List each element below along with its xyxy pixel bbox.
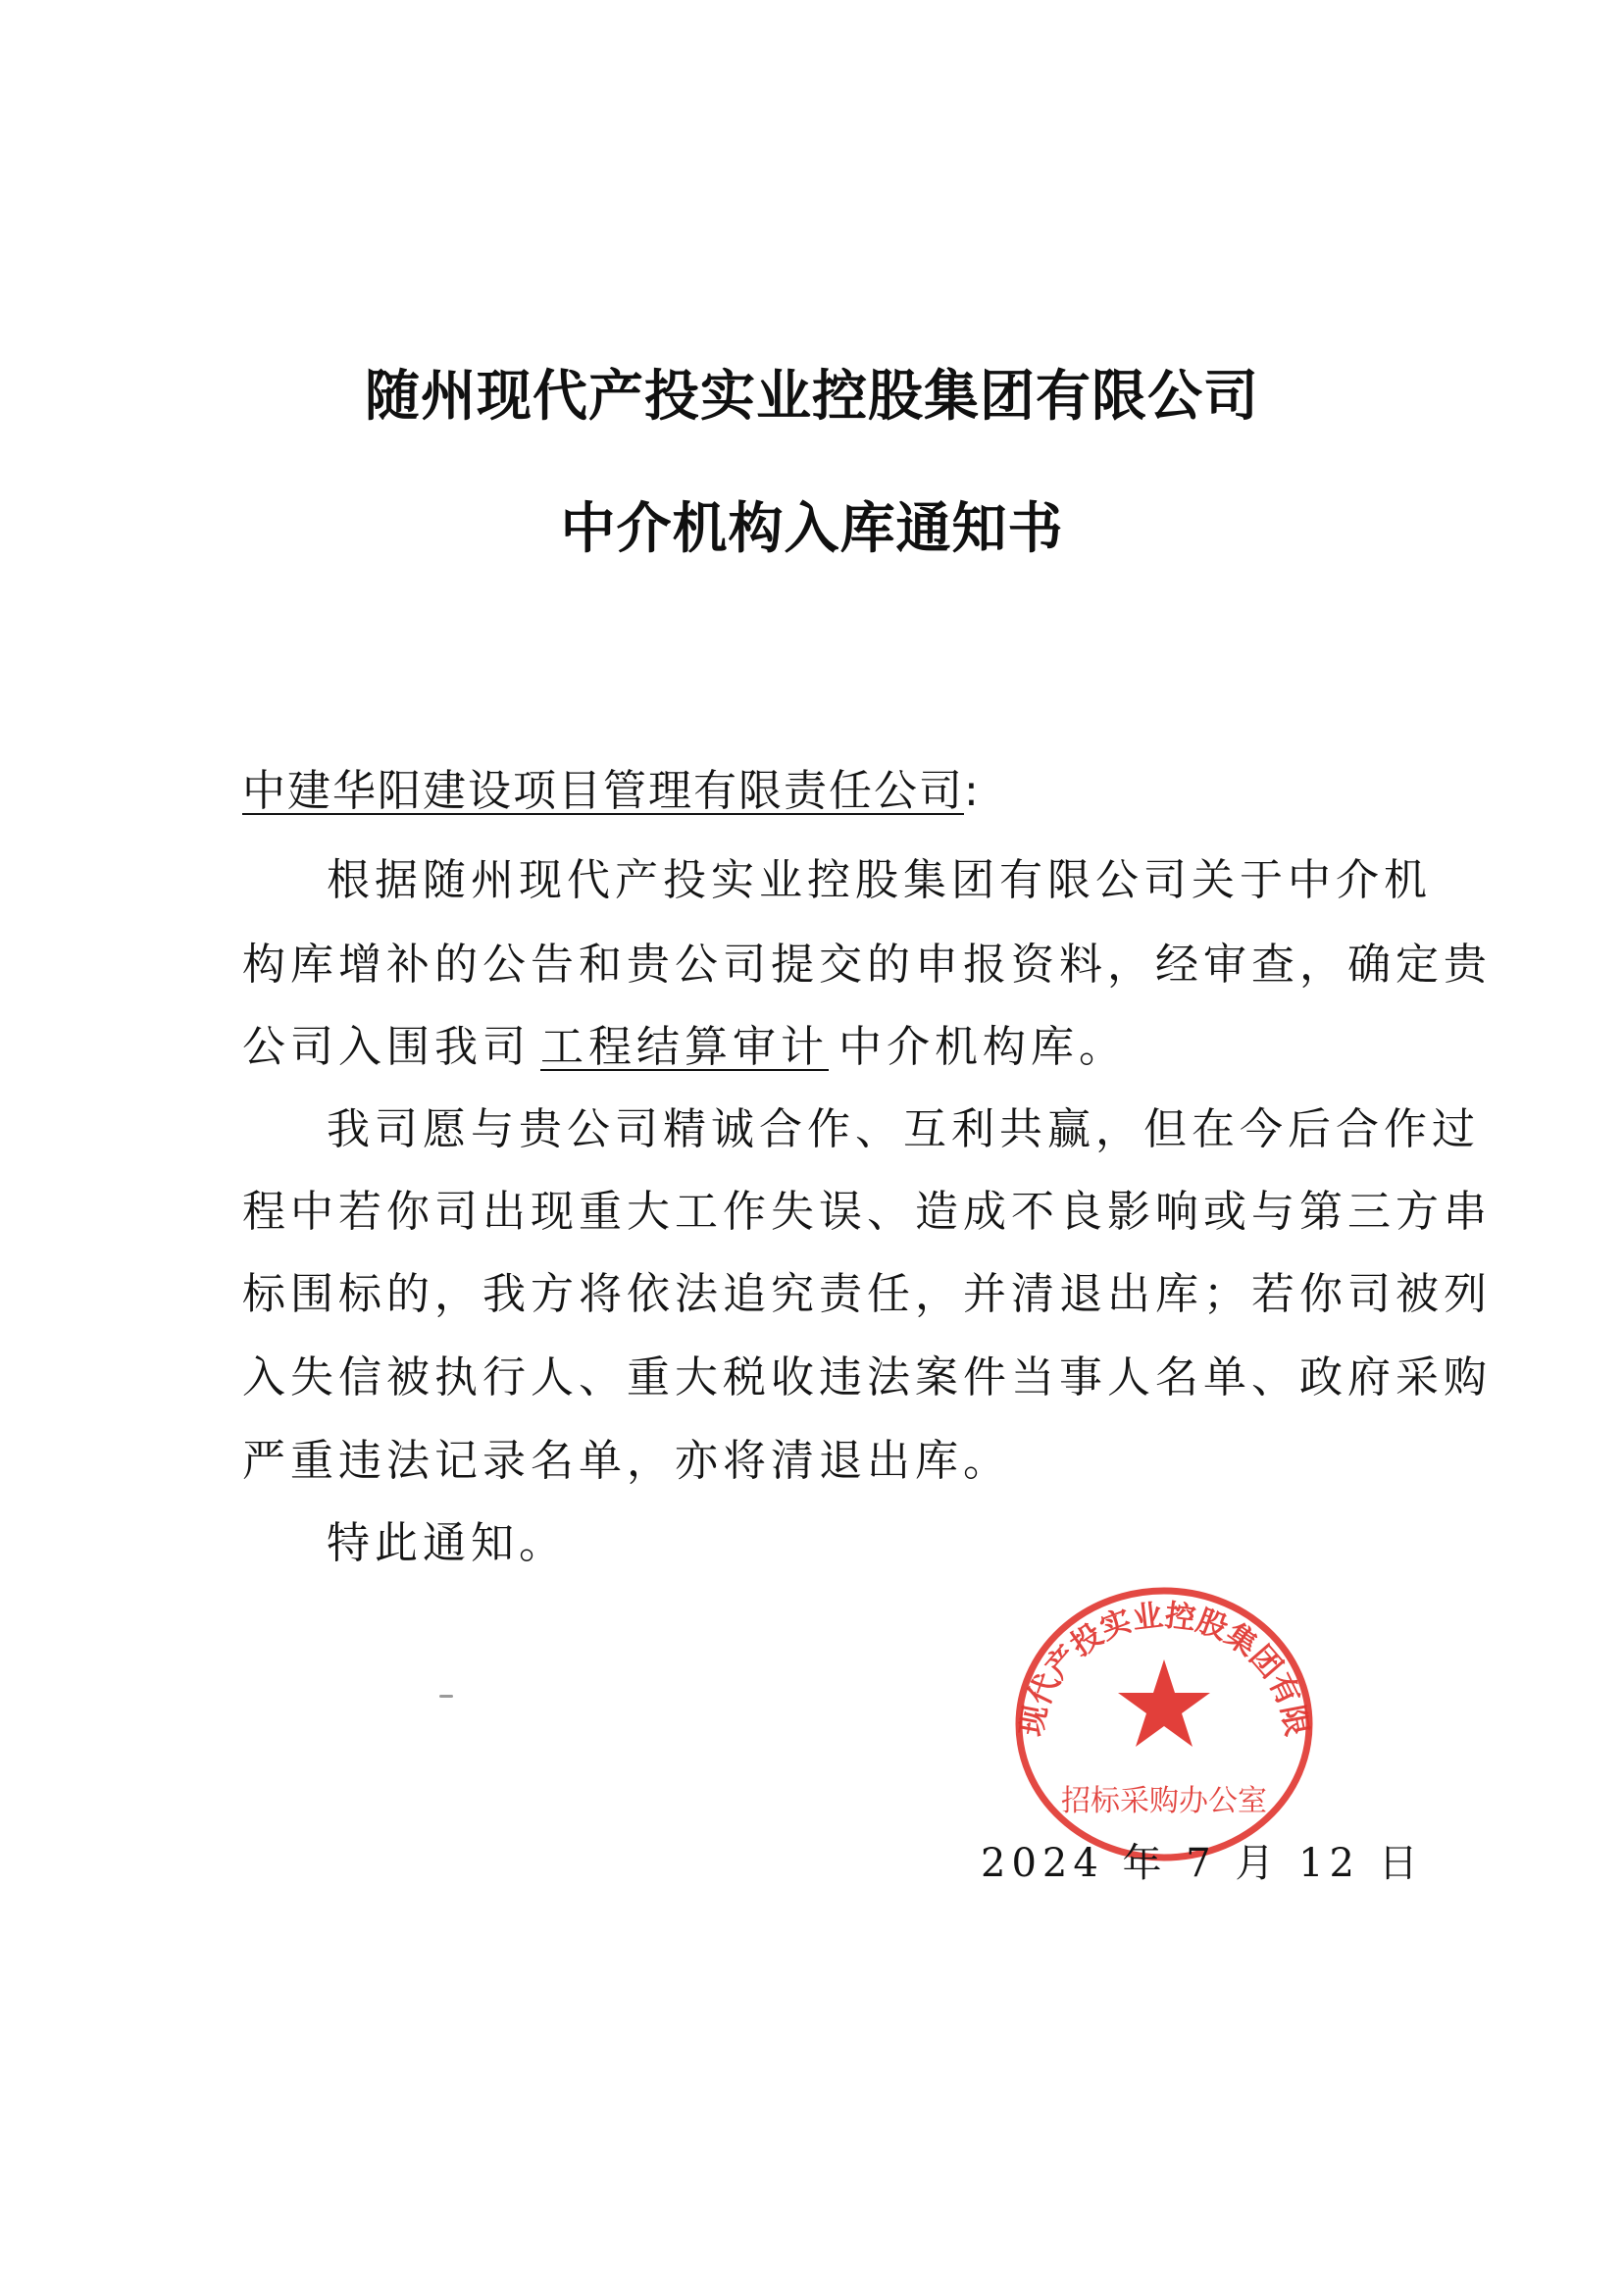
addressee-colon: :: [964, 766, 981, 816]
issue-date: 2024 年 7 月 12 日: [981, 1841, 1424, 1886]
seal-star-icon: [1118, 1659, 1210, 1747]
closing-line: 特此通知。: [327, 1518, 567, 1568]
paragraph1-line3: [242, 1018, 1390, 1077]
audit-category-fill: 工程结算审计: [540, 1022, 829, 1072]
paragraph1-line1: 根据随州现代产投实业控股集团有限公司关于中介机: [327, 855, 1432, 905]
addressee: [242, 755, 981, 818]
addressee-name: 中建华阳建设项目管理有限责任公司: [242, 766, 964, 816]
company-seal: [1000, 1569, 1324, 1863]
paragraph1-line3-prefix: 公司入围我司: [242, 1022, 531, 1072]
paragraph2-line2: 程中若你司出现重大工作失误、造成不良影响或与第三方串: [242, 1187, 1492, 1237]
document-title-line2: 中介机构入库通知书: [560, 497, 1064, 561]
seal-outer-text: 现代产投实业控股集团有限: [1013, 1598, 1315, 1739]
paragraph1-line2: 构库增补的公告和贵公司提交的申报资料，经审查，确定贵: [242, 940, 1492, 990]
paragraph1-line3-suffix: 中介机构库。: [838, 1022, 1127, 1072]
document-title-line1: 随州现代产投实业控股集团有限公司: [365, 365, 1259, 429]
paragraph2-line1: 我司愿与贵公司精诚合作、互利共赢，但在今后合作过: [327, 1104, 1480, 1154]
paragraph2-line5: 严重违法记录名单，亦将清退出库。: [242, 1436, 1011, 1486]
paragraph2-line3: 标围标的，我方将依法追究责任，并清退出库；若你司被列: [242, 1269, 1492, 1319]
seal-inner-text: 招标采购办公室: [1061, 1784, 1267, 1818]
scan-speck: [439, 1695, 453, 1698]
paragraph2-line4: 入失信被执行人、重大税收违法案件当事人名单、政府采购: [242, 1352, 1492, 1402]
